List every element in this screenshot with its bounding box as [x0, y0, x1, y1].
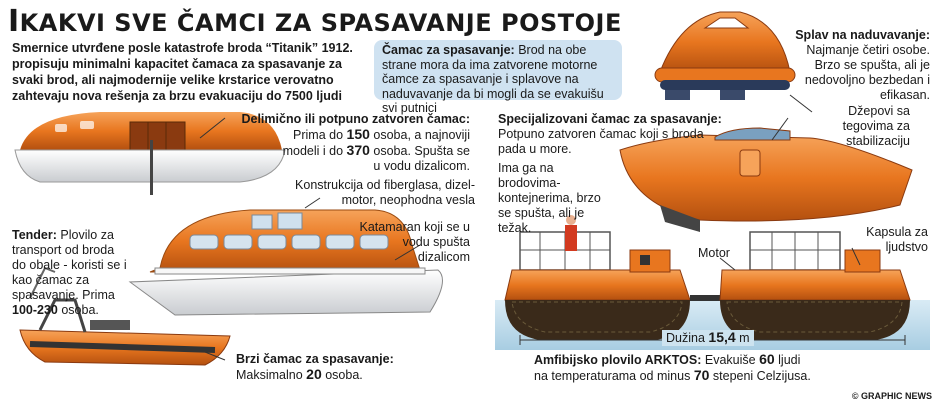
inflatable-raft-illustration: [655, 12, 795, 100]
specialized-boat-label: Specijalizovani čamac za spasavanje: Potpuno zatvoren čamac koji s broda pada u more. Ima ga na brodovima-kontejnerima, brzo se spušta, ali je težak.: [498, 112, 722, 235]
tender-label: Tender: Plovilo za transport od broda do obale - koristi se i kao čamac za spasavanje. Prima 100-230 osoba.: [12, 228, 127, 317]
length-label: Dužina 15,4 m: [662, 330, 754, 346]
catamaran-label: Katamaran koji se u vodu spušta dizalicom: [359, 220, 470, 264]
lifeboat-heading: Čamac za spasavanje:: [382, 43, 515, 57]
lifeboat-text: Brod na obe strane mora da ima zatvorene motorne čamce za spasavanje i splavove na naduvavanje da bi mogli da se evakuišu svi putnici: [382, 43, 604, 115]
capsule-label: Kapsula za ljudstvo: [866, 225, 928, 254]
page-title: IKAKVI SVE ČAMCI ZA SPASAVANJE POSTOJE: [8, 4, 622, 39]
fiberglass-label: Konstrukcija od fiberglasa, dizel-motor, neophodna vesla: [295, 178, 475, 207]
credit: © GRAPHIC NEWS: [851, 391, 932, 401]
pockets-label: Džepovi sa tegovima za stabilizaciju: [842, 104, 910, 148]
partial-enclosed-label: Delimično ili potpuno zatvoren čamac: Prima do 150 osoba, a najnoviji modeli i do 370 osoba. Spušta se u vodu dizalicom.: [241, 112, 470, 173]
inflatable-raft-label: Splav na naduvavanje: Najmanje četiri osobe. Brzo se spušta, ali je nedovoljno bezbedan i efikasan.: [795, 28, 930, 102]
lifeboat-info-box: [374, 40, 622, 115]
motor-label: Motor: [698, 246, 730, 260]
intro-text: Smernice utvrđene posle katastrofe broda “Titanik” 1912. propisuju minimalni kapacitet čamaca za spasavanje za svaki brod, ali najmodernije velike krstarice verovatno zahtevaju nova rešenja za brzu evakuaciju do 7500 ljudi: [12, 41, 353, 103]
fast-rescue-label: Brzi čamac za spasavanje: Maksimalno 20 osoba.: [236, 352, 394, 382]
arktos-label: Amfibijsko plovilo ARKTOS: Evakuiše 60 ljudi na temperaturama od minus 70 stepeni Celzijusa.: [534, 351, 811, 383]
